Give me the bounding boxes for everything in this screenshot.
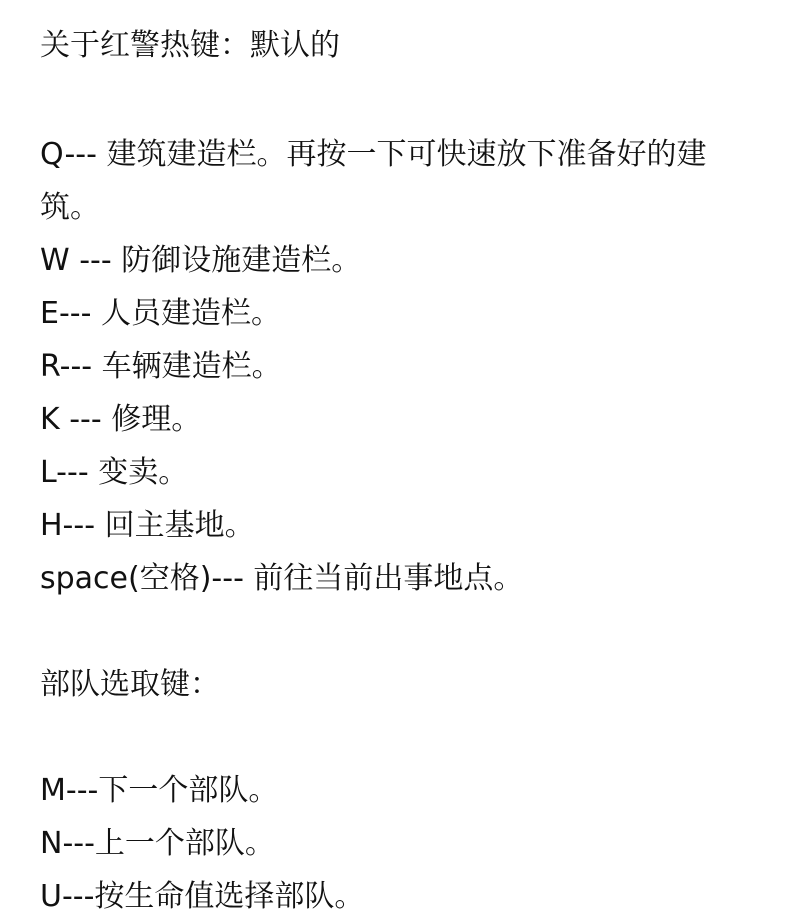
hotkey-line-u: U---按生命值选择部队。 <box>40 879 365 914</box>
hotkey-line-m: M---下一个部队。 <box>40 773 279 808</box>
hotkey-line-r: R--- 车辆建造栏。 <box>40 349 282 384</box>
hotkey-line-space: space(空格)--- 前往当前出事地点。 <box>40 561 524 596</box>
document-body <box>40 128 780 923</box>
hotkey-line-h: H--- 回主基地。 <box>40 508 255 543</box>
hotkey-line-e: E--- 人员建造栏。 <box>40 296 281 331</box>
hotkey-line-k: K --- 修理。 <box>40 402 202 437</box>
hotkey-line-n: N---上一个部队。 <box>40 826 275 861</box>
hotkey-line-l: L--- 变卖。 <box>40 455 189 490</box>
section-title-units: 部队选取键： <box>40 667 220 702</box>
spacer <box>40 711 780 764</box>
hotkey-line-q: Q--- 建筑建造栏。再按一下可快速放下准备好的建筑。 <box>40 137 707 225</box>
page-title: 关于红警热键：默认的 <box>40 28 340 63</box>
spacer <box>40 605 780 658</box>
hotkey-line-w: W --- 防御设施建造栏。 <box>40 243 362 278</box>
